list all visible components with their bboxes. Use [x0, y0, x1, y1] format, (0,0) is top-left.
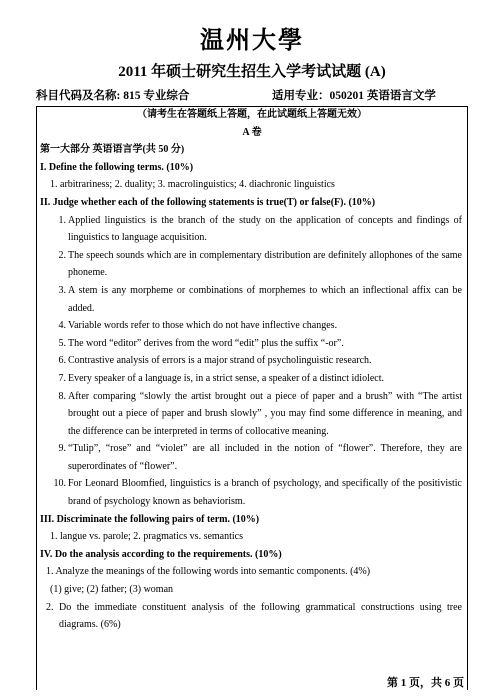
section4-question1-words: (1) give; (2) father; (3) woman [50, 584, 174, 596]
section4-question2-number: 2. [46, 601, 54, 613]
list-item: 8. After comparing “slowly the artist brought out a piece of paper and a brush” with “The artist brought out a piece of paper and brush slowly” , you may find some difference in meaning, and the difference can be interpreted in terms of collocative meaning. [58, 390, 462, 437]
section4-question1: 1. Analyze the meanings of the following words into semantic components. (4%) [46, 566, 371, 578]
section4-question2 [36, 599, 468, 634]
subject-code: 科目代码及名称: 815 专业综合 [36, 90, 190, 102]
list-item: 5. The word “editor” derives from the word “edit” plus the suffix “-or”. [58, 337, 344, 349]
section1-heading: I. Define the following terms. (10%) [40, 161, 194, 173]
section3-heading: III. Discriminate the following pairs of term. (10%) [40, 513, 260, 525]
section4-question2-text: Do the immediate constituent analysis of the following grammatical constructions using tree diagrams. (6%) [59, 601, 462, 631]
list-item: 6. Contrastive analysis of errors is a major strand of psycholinguistic research. [58, 355, 372, 367]
notice: （请考生在答题纸上答题，在此试题纸上答题无效） [137, 109, 367, 120]
list-item: 4. Variable words refer to those which do not have inflective changes. [58, 320, 338, 332]
subject-line [36, 89, 468, 103]
exam-content [36, 106, 468, 634]
section4-heading: IV. Do the analysis according to the requirements. (10%) [40, 548, 282, 560]
list-item: 1. Applied linguistics is the branch of the study on the application of concepts and findings of linguistics to language acquisition. [58, 214, 462, 244]
list-item: 10. For Leonard Bloomfied, linguistics is a branch of psychology, and specifically of the positivistic brand of psychology known as behaviorism. [53, 478, 462, 508]
applicable-major: 适用专业：050201 英语语言文学 [272, 90, 436, 102]
section2-heading: II. Judge whether each of the following statements is true(T) or false(F). (10%) [40, 196, 376, 208]
paper-label: A 卷 [242, 126, 262, 138]
part1-heading: 第一大部分 英语语言学(共 50 分) [40, 144, 185, 156]
list-item: 7. Every speaker of a language is, in a strict sense, a speaker of a distinct idiolect. [58, 372, 384, 384]
section1-items: 1. arbitrariness; 2. duality; 3. macrolinguistics; 4. diachronic linguistics [50, 179, 335, 191]
list-item: 2. The speech sounds which are in complementary distribution are definitely allophones of the same phoneme. [58, 249, 462, 279]
list-item: 9. “Tulip”, “rose” and “violet” are all included in the notion of “flower”. Therefore, they are superordinates of “flower”. [58, 443, 462, 472]
list-item: 3. A stem is any morpheme or combinations of morphemes to which an inflectional affix can be added. [58, 284, 462, 314]
page-number: 第 1 页，共 6 页 [387, 677, 464, 689]
exam-title: 2011 年硕士研究生招生入学考试试题 (A) [118, 64, 386, 80]
section3-items: 1. langue vs. parole; 2. pragmatics vs. semantics [50, 531, 244, 543]
university-logo: 温州大學 [200, 25, 304, 54]
